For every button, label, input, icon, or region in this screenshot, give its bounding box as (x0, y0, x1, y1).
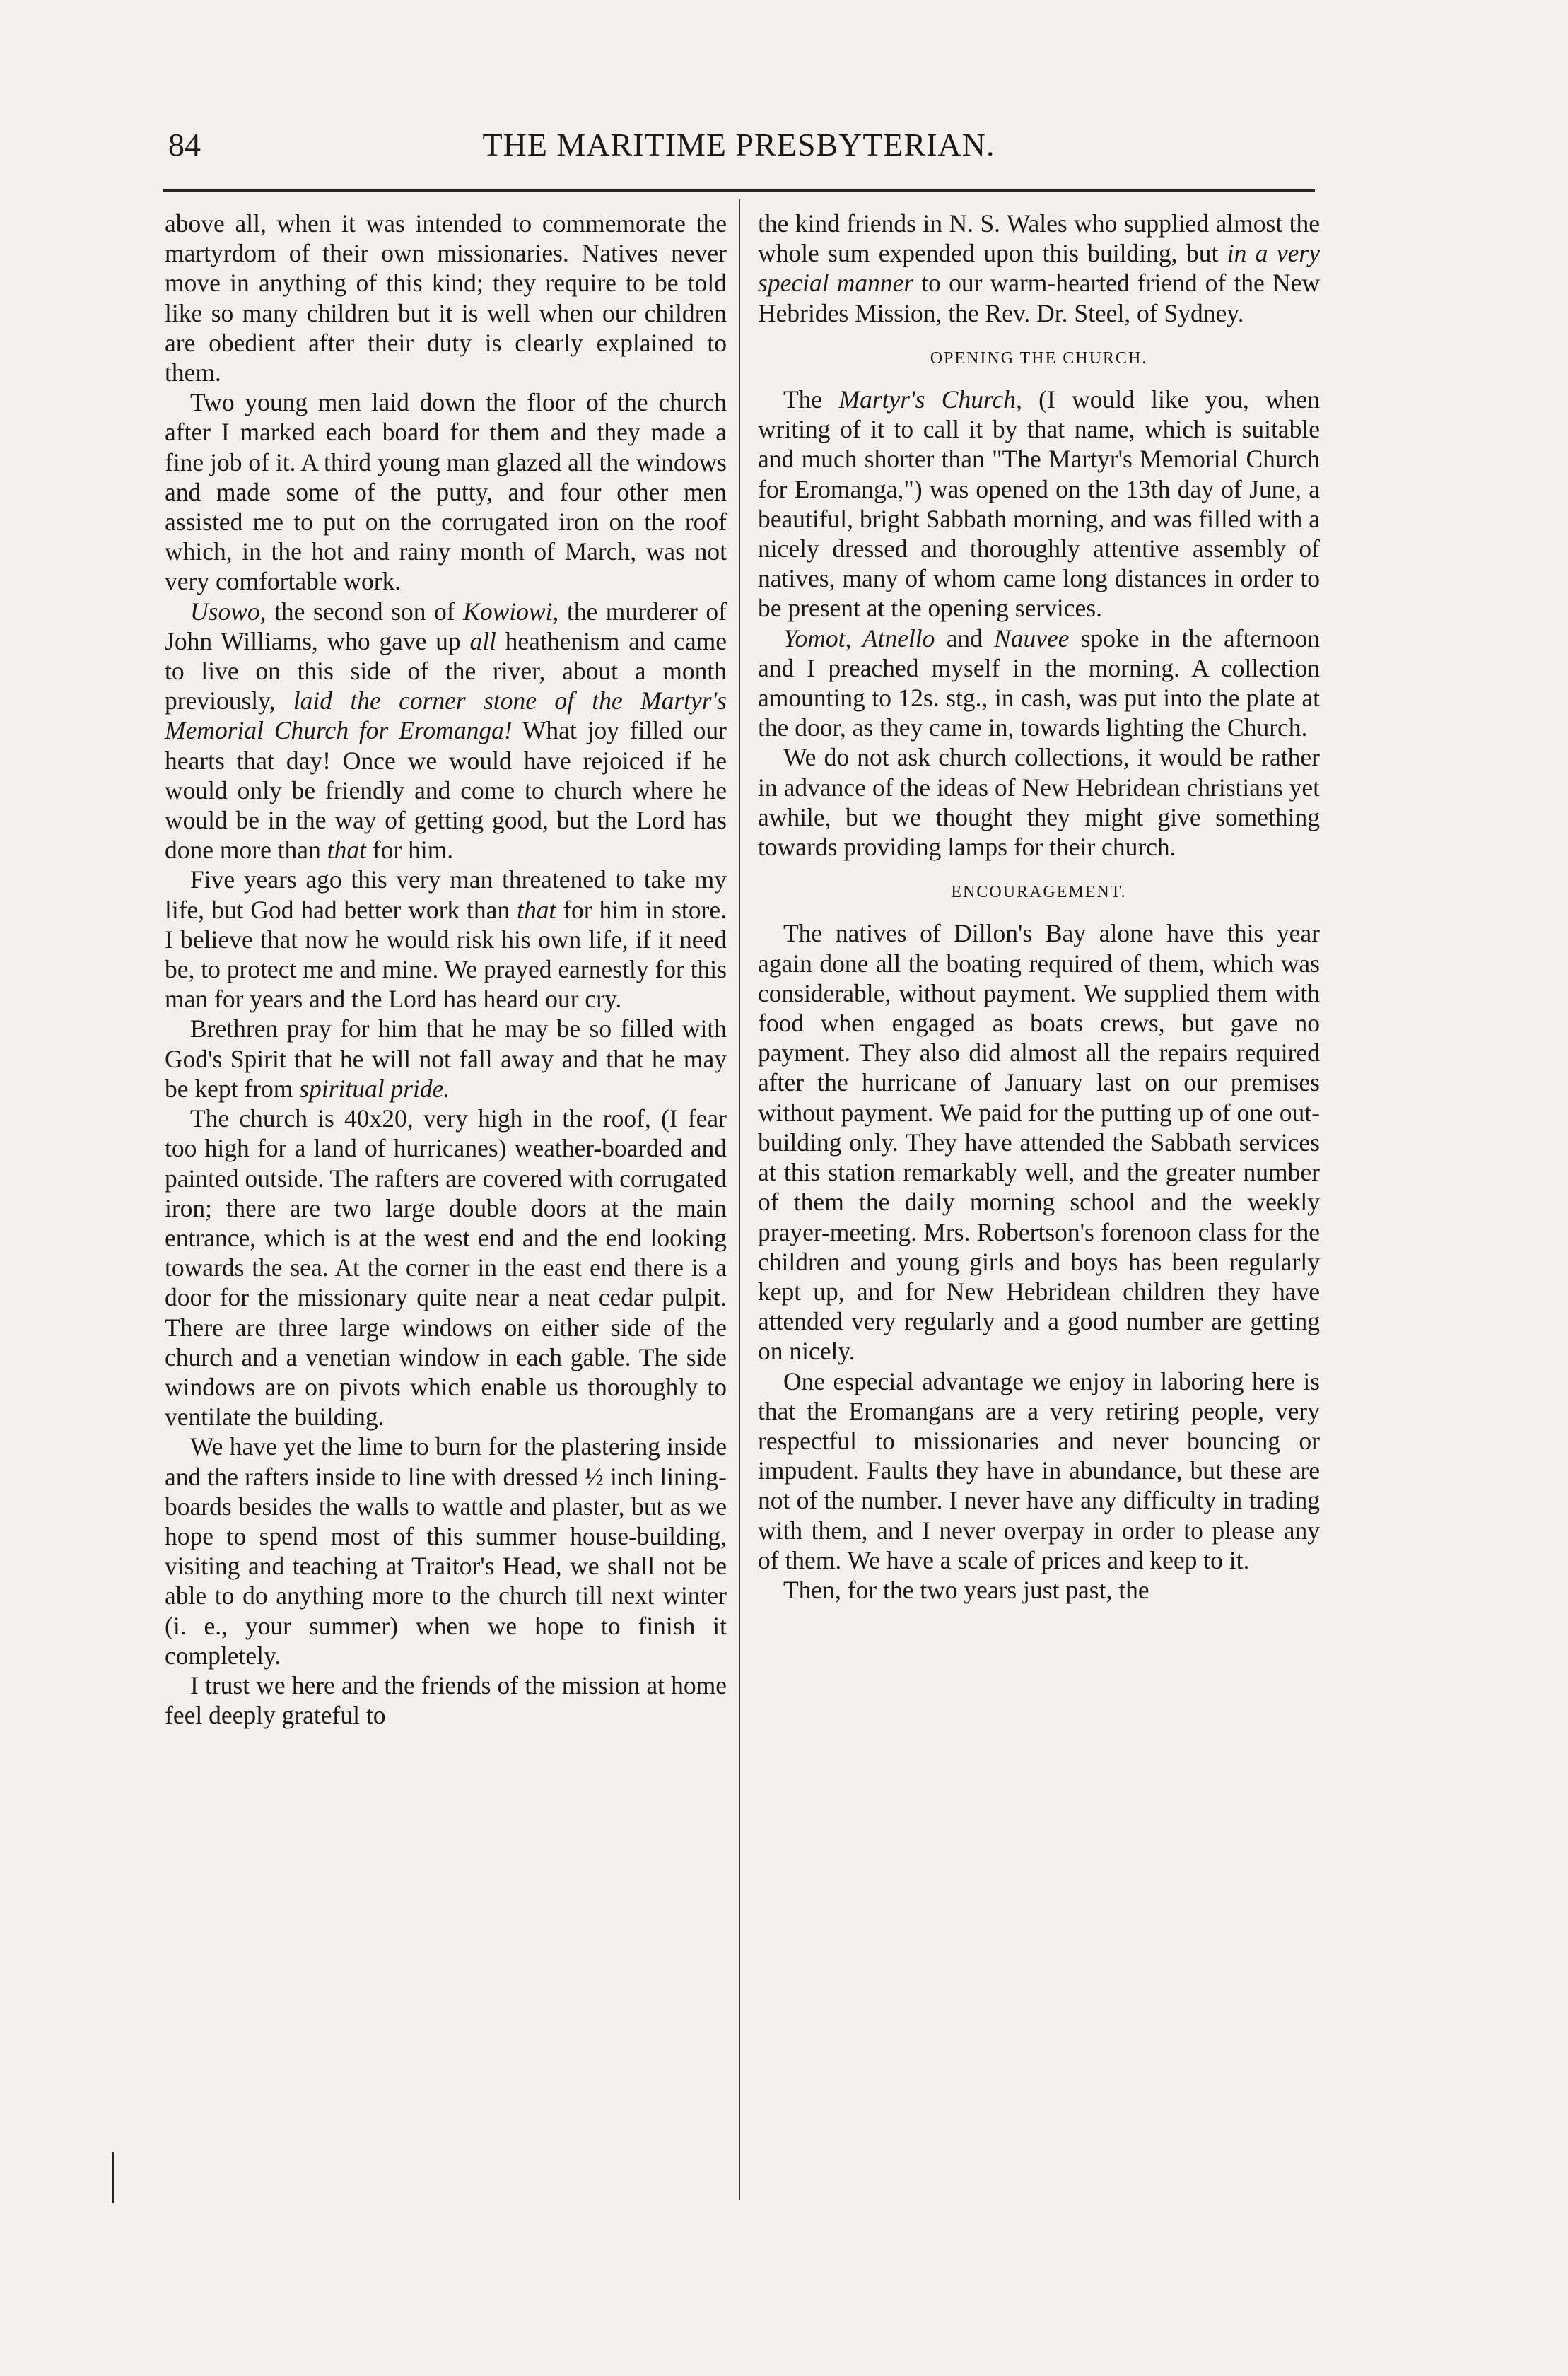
paragraph: We have yet the lime to burn for the plastering inside and the rafters inside to line with dressed ½ inch lining-boards besides the walls to wattle and plaster, but as we hope to spend most of this summer house-building, visiting and teaching at Traitor's Head, we shall not be able to do anything more to the church till next winter (i. e., your summer) when we hope to finish it completely. (165, 1432, 727, 1670)
text-run: What joy filled our hearts that day! Once we would have rejoiced if he would only be friendly and come to church where he would be in the way of getting good, but the Lord has done more than (165, 716, 727, 865)
paragraph: One especial advantage we enjoy in laboring here is that the Eromangans are a very retiring people, very respectful to missionaries and never bouncing or impudent. Faults they have in abundance, but these are not of the number. I never have any difficulty in trading with them, and I never overpay in order to please any of them. We have a scale of prices and keep to it. (758, 1367, 1320, 1574)
text-run: The (783, 385, 839, 414)
emphasis-all: all (469, 626, 496, 655)
left-column (165, 209, 727, 1730)
paragraph: Then, for the two years just past, the (783, 1575, 1149, 1604)
section-heading: ENCOURAGEMENT. (951, 883, 1127, 902)
section-heading: OPENING THE CHURCH. (930, 349, 1148, 368)
paragraph: Two young men laid down the floor of the church after I marked each board for them and they made a fine job of it. A third young man glazed all the windows and made some of the putty, and four other men assisted me to put on the corrugated iron on the roof which, in the hot and rainy month of March, was not very comfortable work. (165, 388, 727, 596)
column-divider (739, 199, 740, 2200)
page-number: 84 (168, 127, 201, 163)
text-run: to our warm-hearted friend of the New Hebrides Mission, the Rev. Dr. Steel, of Sydney. (758, 269, 1320, 327)
emphasis-spiritual-pride: spiritual pride. (299, 1074, 450, 1103)
paragraph (758, 385, 1320, 624)
emphasis-special-manner: in a very special manner (758, 239, 1320, 298)
paragraph (758, 624, 1320, 743)
margin-mark (112, 2152, 114, 2203)
name-kowiowi: Kowiowi, (463, 597, 559, 626)
text-run: the murderer of John Williams, who gave up (165, 597, 727, 655)
text-run: and (935, 624, 995, 652)
name-nauvee: Nauvee (994, 624, 1070, 652)
text-run: the kind friends in N. S. Wales who supplied almost the whole sum expended upon this building, but (758, 209, 1320, 268)
text-run: heathenism and came to live on this side of the river, about a month previously, (165, 626, 727, 715)
right-column (758, 209, 1320, 1605)
text-run: for him. (365, 836, 454, 865)
name-usowo: Usowo, (190, 597, 267, 626)
text-run: Five years ago this very man threatened to take my life, but God had better work than (165, 865, 727, 924)
text-run: spoke in the afternoon and I preached myself in the morning. A collection amounting to 12s. stg., in cash, was put into the plate at the door, as they came in, towards lighting the Church. (758, 624, 1320, 742)
paragraph (165, 865, 727, 1014)
paragraph (758, 209, 1320, 328)
running-title: THE MARITIME PRESBYTERIAN. (482, 127, 995, 163)
paragraph (165, 597, 727, 865)
paragraph: We do not ask church collections, it would be rather in advance of the ideas of New Hebridean christians yet awhile, but we thought they might give something towards providing lamps for their church. (758, 743, 1320, 862)
text-run: Brethren pray for him that he may be so filled with God's Spirit that he will not fall away and that he may be kept from (165, 1014, 727, 1103)
paragraph: The natives of Dillon's Bay alone have this year again done all the boating required of them, which was considerable, without payment. We supplied them with food when engaged as boats crews, but gave no payment. They also did almost all the repairs required after the hurricane of January last on our premises without payment. We paid for the putting up of one out-building only. They have attended the Sabbath services at this station remarkably well, and the greater number of them the daily morning school and the weekly prayer-meeting. Mrs. Robertson's forenoon class for the children and young girls and boys has been regularly kept up, and for New Hebridean children they have attended very regularly and a good number are getting on nicely. (758, 919, 1320, 1366)
paragraph: I trust we here and the friends of the mission at home feel deeply grateful to (165, 1670, 727, 1730)
emphasis-that: that (517, 895, 556, 924)
paragraph: The church is 40x20, very high in the roof, (I fear too high for a land of hurricanes) weather-boarded and painted outside. The rafters are covered with corrugated iron; there are two large double doors at the main entrance, which is at the west end and the end looking towards the sea. At the corner in the east end there is a door for the missionary quite near a neat cedar pulpit. There are three large windows on either side of the church and a venetian window in each gable. The side windows are on pivots which enable us thoroughly to ventilate the building. (165, 1104, 727, 1432)
paragraph (165, 1014, 727, 1104)
emphasis-corner-stone: laid the corner stone of the Martyr's Memorial Church for Eromanga! (165, 686, 727, 745)
header-rule (163, 189, 1315, 192)
text-run: the second son of (266, 597, 464, 626)
text-run: for him in store. I believe that now he would risk his own life, if it need be, to protect me and mine. We prayed earnestly for this man for years and the Lord has heard our cry. (165, 895, 727, 1014)
text-run: (I would like you, when writing of it to call it by that name, which is suitable and much shorter than "The Martyr's Memorial Church for Eromanga,") was opened on the 13th day of June, a beautiful, bright Sabbath morning, and was filled with a nicely dressed and thoroughly attentive assembly of natives, many of whom came long distances in order to be present at the opening services. (758, 385, 1320, 623)
page-header (163, 126, 1315, 168)
paragraph: above all, when it was intended to commemorate the martyrdom of their own missionaries. Natives never move in anything of this kind; they require to be told like so many children but it is well when our children are obedient after their duty is clearly explained to them. (165, 209, 727, 387)
emphasis-martyrs-church: Martyr's Church, (838, 385, 1022, 414)
names-speakers: Yomot, Atnello (783, 624, 935, 652)
emphasis-that: that (327, 836, 366, 865)
